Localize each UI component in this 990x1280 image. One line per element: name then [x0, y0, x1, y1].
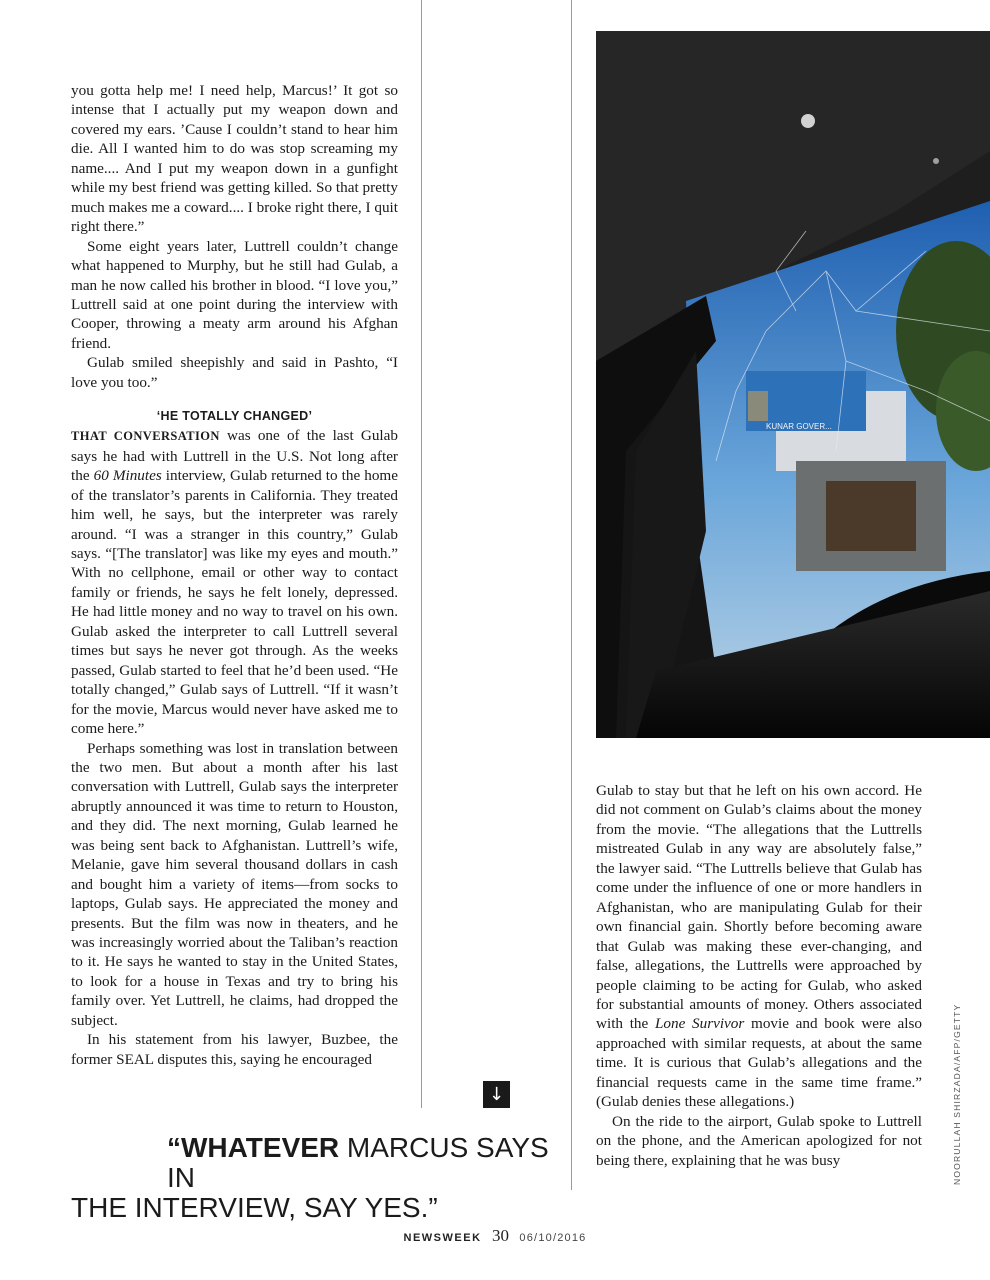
text-run: movie and book were also approached with similar requests, at about the same time. It is curious that Gulab’s allegations and the financial requests came in the same time frame.” (Gulab denies these allegations.) [596, 1015, 922, 1111]
pull-quote-emphasis: “WHATEVER [167, 1132, 340, 1163]
paragraph: In his statement from his lawyer, Buzbee, the former SEAL disputes this, saying he encouraged [71, 1031, 398, 1068]
magazine-name: NEWSWEEK [403, 1232, 482, 1244]
paragraph: you gotta help me! I need help, Marcus!’ It got so intense that I actually put my weapon down and covered my ears. ’Cause I couldn’t stand to hear him die. All I wanted him to do was stop screaming my name.... And I put my weapon down in a gunfight while my best friend was getting killed. So that pretty much makes me a coward.... I broke right there, I quit right there.” [71, 82, 398, 236]
paragraph: Gulab smiled sheepishly and said in Pashto, “I love you too.” [71, 354, 398, 391]
pull-quote-text: MARCUS SAYS IN [167, 1132, 549, 1193]
article-right-column [596, 781, 922, 1170]
lead-in: THAT CONVERSATION [71, 429, 220, 444]
sign-text: KUNAR GOVER... [766, 422, 832, 431]
paragraph: Perhaps something was lost in translation between the two men. But about a month after his last conversation with Luttrell, Gulab says the interpreter abruptly announced it was time to return to Houston, and they did. The next morning, Gulab learned he was being sent back to Afghanistan. Luttrell’s wife, Melanie, gave him several thousand dollars in cash and bought him a variety of items—from socks to laptops, Gulab says. He appreciated the money and presents. But the film was now in theaters, and he was increasingly worried about the Taliban’s reaction to it. He says he wanted to stay in the United States, to look for a house in Texas and try to bring his family over. Yet Luttrell, he claims, had dropped the subject. [71, 739, 398, 1029]
italic-title: Lone Survivor [654, 1015, 745, 1033]
windshield-photo [596, 31, 990, 738]
text-run: interview, Gulab returned to the home of the translator’s parents in California. They treated him well, he says, but the interpreter was rarely around. “I was a stranger in this country,” Gulab says. “[The translator] was like my eyes and mouth.” With no cellphone, email or other way to contact family or friends, he says he felt lonely, depressed. He had little money and no way to travel on his own. Gulab asked the interpreter to call Luttrell several times but says he never got through. As the weeks passed, Gulab started to feel that he’d been used. “He totally changed,” Gulab says of Luttrell. “If it wasn’t for the movie, Marcus would never have asked me to come here.” [71, 467, 398, 738]
paragraph: On the ride to the airport, Gulab spoke to Luttrell on the phone, and the American apologized for not being there, explaining that he was busy [596, 1112, 922, 1169]
pull-quote [71, 1133, 571, 1223]
text-run: Gulab to stay but that he left on his own accord. He did not comment on Gulab’s claims about the money from the movie. “The allegations that the Luttrells mistreated Gulab in any way are absolutely false,” the lawyer said. “The Luttrells believe that Gulab has come under the influence of one or more handlers in Afghanistan, who are manipulating Gulab for their own financial gain. Shortly before becoming aware that Gulab was making these ever-changing, and false, allegations, the Luttrells were approached by people claiming to be acting for Gulab, who asked for substantial amounts of money. Others associated with the [596, 782, 922, 1033]
column-rule-left [421, 0, 422, 1108]
issue-date: 06/10/2016 [519, 1232, 587, 1244]
article-left-column [71, 81, 398, 1069]
pull-quote-line-1 [71, 1133, 571, 1193]
photo-credit: NOORULLAH SHIRZADA/AFP/GETTY [952, 1003, 962, 1185]
section-subhead: ‘HE TOTALLY CHANGED’ [156, 409, 313, 424]
continue-arrow-icon: ↓ [483, 1081, 510, 1108]
text-run: was one of the last Gulab says he had with Luttrell in the U.S. Not long after the [71, 427, 398, 485]
page-folio [0, 1226, 990, 1246]
page-number: 30 [491, 1226, 509, 1245]
paragraph [71, 426, 398, 738]
paragraph: Some eight years later, Luttrell couldn’t change what happened to Murphy, but he still had Gulab, a man he now called his brother in blood. “I love you,” Luttrell said at one point during the interview with Cooper, throwing a meaty arm around his Afghan friend. [71, 237, 398, 352]
paragraph [596, 781, 922, 1112]
pull-quote-line-2: THE INTERVIEW, SAY YES.” [71, 1192, 438, 1223]
photo-windshield-icon [596, 31, 990, 738]
column-rule-right [571, 0, 572, 1190]
italic-title: 60 Minutes [93, 467, 162, 485]
